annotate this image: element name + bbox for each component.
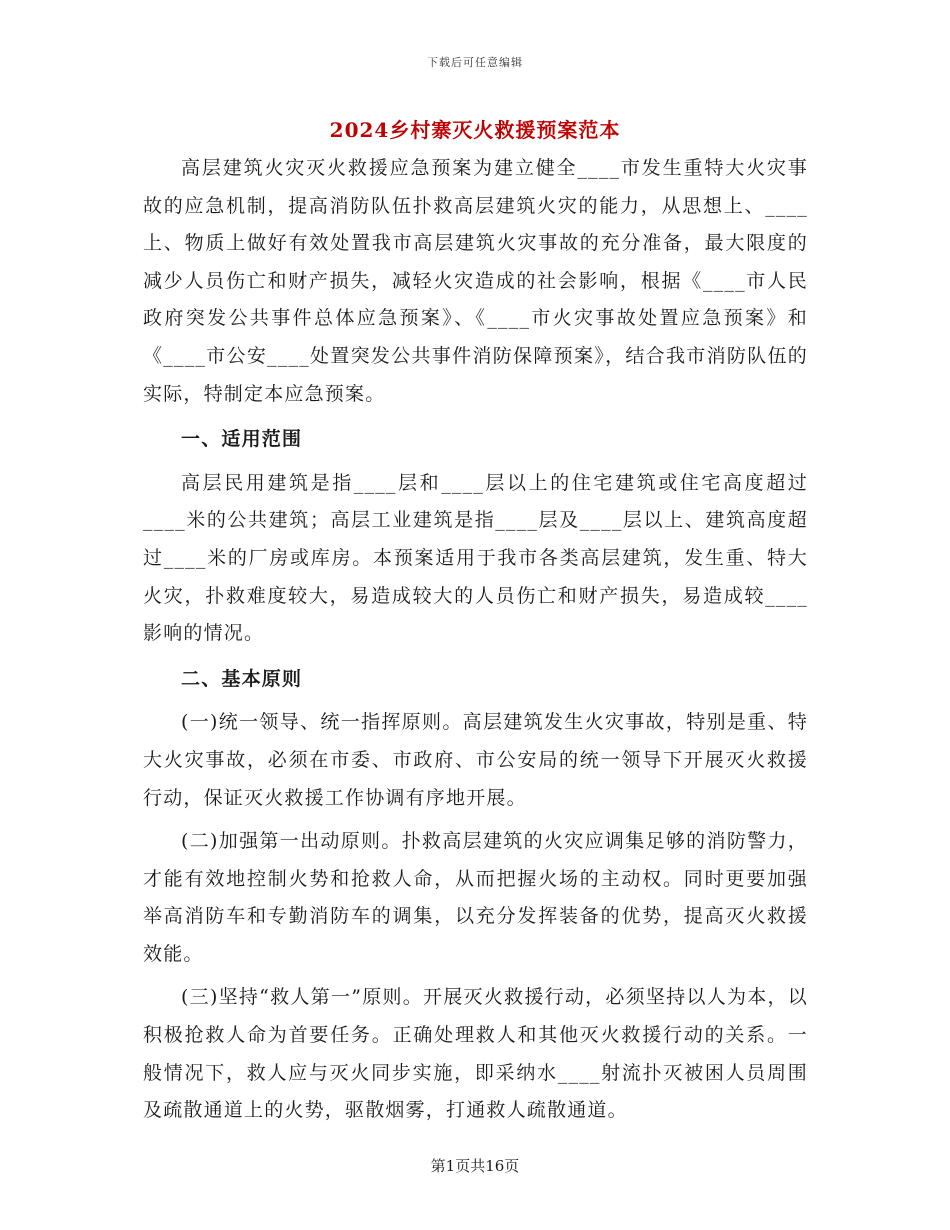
document-body [143,150,808,1130]
intro-paragraph: 高层建筑火灾灭火救援应急预案为建立健全____市发生重特大火灾事故的应急机制，提高消防队伍扑救高层建筑火灾的能力，从思想上、____上、物质上做好有效处置我市高层建筑火灾事故的充分准备，最大限度的减少人员伤亡和财产损失，减轻火灾造成的社会影响，根据《____市人民政府突发公共事件总体应急预案》、《____市火灾事故处置应急预案》和《____市公安____处置突发公共事件消防保障预案》，结合我市消防队伍的实际，特制定本应急预案。 [143,157,808,405]
principle-paragraph-1: (一)统一领导、统一指挥原则。高层建筑发生火灾事故，特别是重、特大火灾事故，必须在市委、市政府、市公安局的统一领导下开展灭火救援行动，保证灭火救援工作协调有序地开展。 [143,711,808,809]
principle-paragraph-2: (二)加强第一出动原则。扑救高层建筑的火灾应调集足够的消防警力，才能有效地控制火势和抢救人命，从而把握火场的主动权。同时更要加强举高消防车和专勤消防车的调集，以充分发挥装备的优势，提高灭火救援效能。 [143,830,808,965]
principle-paragraph-3: (三)坚持“救人第一”原则。开展灭火救援行动，必须坚持以人为本，以积极抢救人命为首要任务。正确处理救人和其他灭火救援行动的关系。一般情况下，救人应与灭火同步实施，即采纳水____射流扑灭被困人员周围及疏散通道上的火势，驱散烟雾，打通救人疏散通道。 [143,986,808,1122]
document-title: 2024乡村寨灭火救援预案范本 [329,118,621,142]
section-heading-scope: 一、适用范围 [181,428,303,451]
section-heading-principles: 二、基本原则 [181,667,303,690]
page-footer: 第1页共16页 [430,1157,520,1175]
header-note: 下载后可任意编辑 [427,56,523,69]
scope-paragraph: 高层民用建筑是指____层和____层以上的住宅建筑或住宅高度超过____米的公共建筑；高层工业建筑是指____层及____层以上、建筑高度超过____米的厂房或库房。本预案适用于我市各类高层建筑，发生重、特大火灾，扑救难度较大，易造成较大的人员伤亡和财产损失，易造成较____影响的情况。 [143,471,808,645]
